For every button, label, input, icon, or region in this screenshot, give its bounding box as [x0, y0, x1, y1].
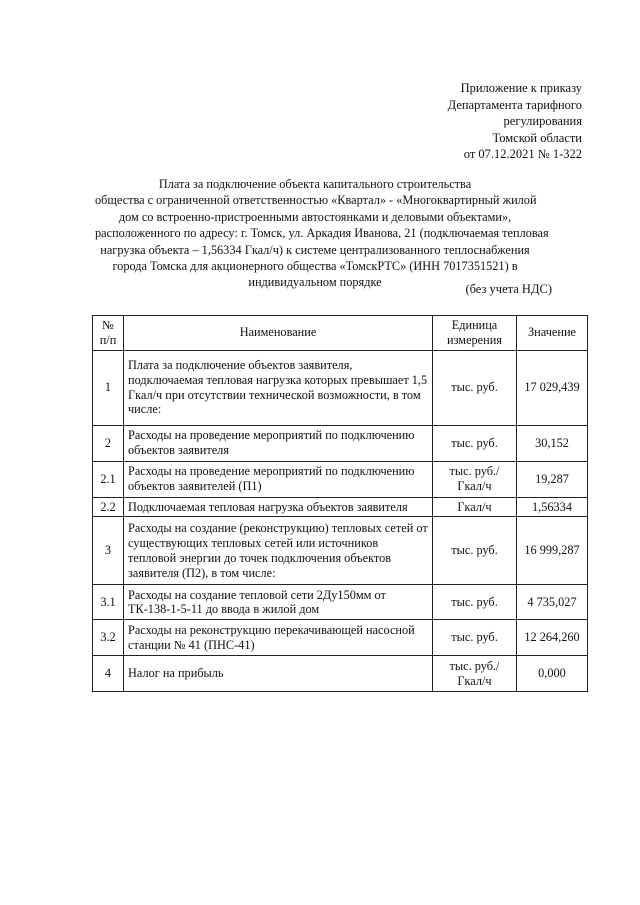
row-name: Расходы на проведение мероприятий по подключению объектов заявителя	[124, 425, 433, 461]
row-num: 2.1	[93, 461, 124, 497]
document-title	[95, 176, 549, 291]
row-num: 2.2	[93, 497, 124, 517]
table-row	[93, 425, 588, 461]
row-num: 3.1	[93, 585, 124, 620]
row-name: Расходы на реконструкцию перекачивающей насосной станции № 41 (ПНС-41)	[124, 620, 433, 656]
row-num: 3.2	[93, 620, 124, 656]
row-value: 1,56334	[517, 497, 588, 517]
header-line: Приложение к приказу	[460, 81, 582, 95]
header-line: регулирования	[503, 114, 582, 128]
table-row	[93, 350, 588, 425]
row-value: 0,000	[517, 656, 588, 692]
table-row	[93, 497, 588, 517]
title-line: нагрузка объекта – 1,56334 Гкал/ч) к системе централизованного теплоснабжения	[100, 242, 530, 257]
row-value: 19,287	[517, 461, 588, 497]
row-name: Расходы на проведение мероприятий по подключению объектов заявителей (П1)	[124, 461, 433, 497]
row-value: 17 029,439	[517, 350, 588, 425]
row-name: Налог на прибыль	[124, 656, 433, 692]
row-name: Подключаемая тепловая нагрузка объектов заявителя	[124, 497, 433, 517]
header-unit: Единица измерения	[433, 316, 517, 351]
document-header	[382, 80, 582, 163]
table-row	[93, 620, 588, 656]
row-unit: Гкал/ч	[433, 497, 517, 517]
row-unit: тыс. руб./ Гкал/ч	[433, 461, 517, 497]
header-value: Значение	[517, 316, 588, 351]
vat-note: (без учета НДС)	[465, 282, 552, 296]
fee-table	[92, 315, 588, 692]
row-unit: тыс. руб.	[433, 425, 517, 461]
title-line: Плата за подключение объекта капитального строительства	[158, 177, 472, 191]
row-unit: тыс. руб.	[433, 620, 517, 656]
title-line: дом со встроенно-пристроенными автостоянками и деловыми объектами»,	[118, 209, 512, 224]
header-line: Департамента тарифного	[447, 97, 582, 112]
header-num: № п/п	[93, 316, 124, 351]
row-unit: тыс. руб.	[433, 585, 517, 620]
row-name: Плата за подключение объектов заявителя, подключаемая тепловая нагрузка которых превышает 1,5 Гкал/ч при отсутствии технической возможности, в том числе:	[124, 350, 433, 425]
table-row	[93, 585, 588, 620]
title-line: города Томска для акционерного общества «ТомскРТС» (ИНН 7017351521) в	[112, 259, 518, 274]
table-header-row	[93, 316, 588, 351]
row-num: 3	[93, 517, 124, 585]
table-row	[93, 517, 588, 585]
row-value: 12 264,260	[517, 620, 588, 656]
title-line: расположенного по адресу: г. Томск, ул. Аркадия Иванова, 21 (подключаемая тепловая	[95, 226, 549, 241]
row-unit: тыс. руб.	[433, 350, 517, 425]
row-value: 16 999,287	[517, 517, 588, 585]
table-row	[93, 656, 588, 692]
title-line: общества с ограниченной ответственностью «Квартал» - «Многоквартирный жилой	[95, 193, 537, 208]
row-value: 30,152	[517, 425, 588, 461]
row-value: 4 735,027	[517, 585, 588, 620]
header-name: Наименование	[124, 316, 433, 351]
row-unit: тыс. руб.	[433, 517, 517, 585]
row-num: 1	[93, 350, 124, 425]
row-unit: тыс. руб./ Гкал/ч	[433, 656, 517, 692]
header-line: от 07.12.2021 № 1-322	[463, 147, 582, 161]
row-name: Расходы на создание тепловой сети 2Ду150мм от ТК-138-1-5-11 до ввода в жилой дом	[124, 585, 433, 620]
title-line: индивидуальном порядке	[248, 275, 382, 290]
table-row	[93, 461, 588, 497]
row-name: Расходы на создание (реконструкцию) тепловых сетей от существующих тепловых сетей или источников тепловой энергии до точек подключения объектов заявителя (П2), в том числе:	[124, 517, 433, 585]
row-num: 2	[93, 425, 124, 461]
row-num: 4	[93, 656, 124, 692]
header-line: Томской области	[492, 130, 582, 145]
